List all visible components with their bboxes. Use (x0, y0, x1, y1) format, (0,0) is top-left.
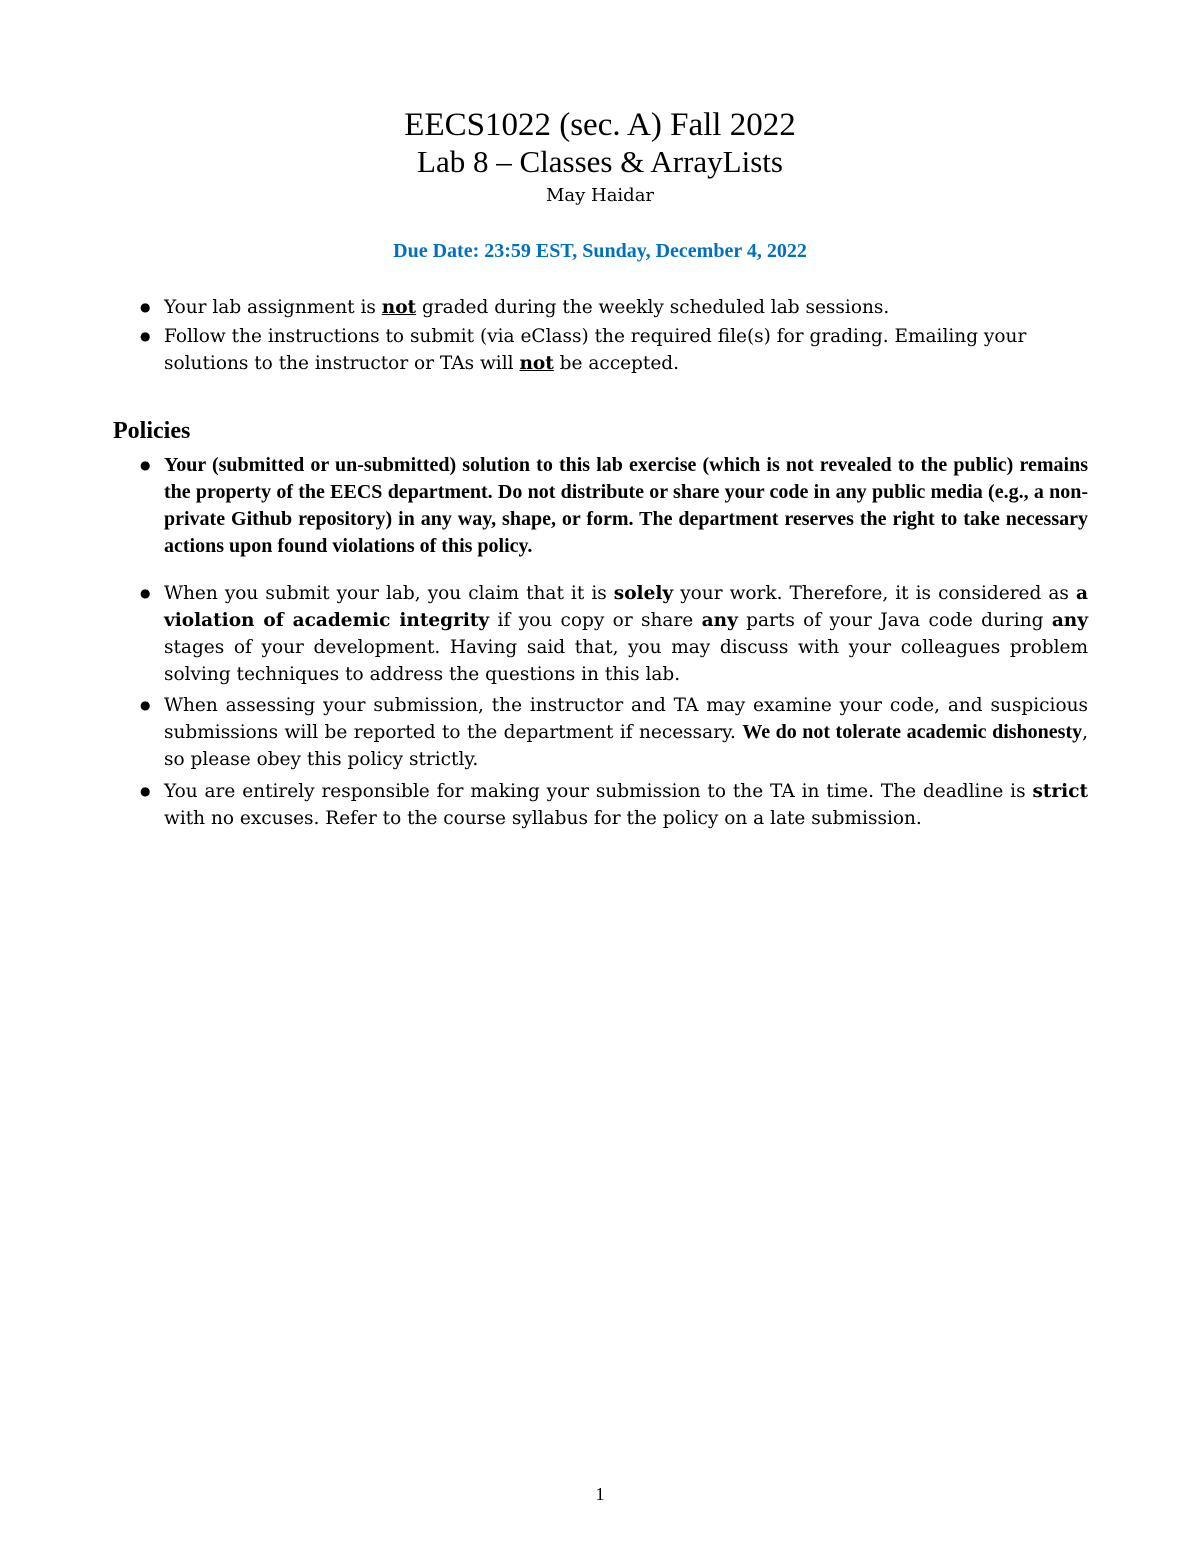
policy-3-bold-1: strict (1032, 781, 1088, 802)
due-date: Due Date: 23:59 EST, Sunday, December 4, 2022 (393, 240, 807, 262)
policy-1-text-4: parts of your Java code during (737, 610, 1052, 631)
policy-1-text-1: When you submit your lab, you claim that it is (164, 583, 614, 604)
policy-bullet-integrity (140, 580, 1088, 688)
policy-2-text-1: When assessing your submission, the instructor and TA may examine your code, and suspicious submissions will be reported to the department if necessary. (164, 695, 1088, 743)
policy-1-bold-1: solely (613, 583, 674, 604)
intro-bullet-2-emphasis: not (519, 353, 554, 374)
policy-1-text-2: your work. Therefore, it is considered as (673, 583, 1076, 604)
bullet-icon: ● (140, 784, 151, 798)
policy-3-text-2: with no excuses. Refer to the course syllabus for the policy on a late submission. (164, 808, 922, 829)
course-title: EECS1022 (sec. A) Fall 2022 (404, 107, 796, 143)
bullet-icon: ● (140, 458, 151, 472)
bullet-icon: ● (140, 329, 151, 343)
policy-bullet-deadline (140, 778, 1088, 832)
policy-property-bullet (140, 452, 1088, 560)
policy-1-bold-4: any (1051, 610, 1088, 631)
author-name: May Haidar (545, 185, 655, 206)
policy-bullet-list (140, 580, 1088, 835)
intro-bullet-1-emphasis: not (381, 297, 417, 318)
bullet-icon: ● (140, 586, 151, 600)
intro-bullet-list (140, 294, 1088, 379)
policy-1-bold-3: any (701, 610, 738, 631)
bullet-icon: ● (140, 698, 151, 712)
policy-1-text-3: if you copy or share (489, 610, 702, 631)
policy-property-list (140, 452, 1088, 560)
page-number: 1 (595, 1484, 605, 1504)
intro-bullet-1-post: graded during the weekly scheduled lab sessions. (416, 297, 890, 318)
policy-1-bold-2: a violation of academic integrity (164, 583, 1088, 631)
policy-property-text: Your (submitted or un-submitted) solution to this lab exercise (which is not revealed to the public) remains the property of the EECS department. Do not distribute or share your code in any public media (e.g., a non-private Github repository) in any way, shape, or form. The department reserves the right to take necessary actions upon found violations of this policy. (164, 454, 1088, 557)
policy-3-text-1: You are entirely responsible for making your submission to the TA in time. The deadline is (164, 781, 1033, 802)
policy-bullet-assessment (140, 692, 1088, 773)
policies-heading: Policies (113, 418, 191, 444)
intro-bullet-graded (140, 294, 1088, 321)
policy-2-bold-1: We do not tolerate academic dishonesty (742, 721, 1083, 743)
lab-title: Lab 8 – Classes & ArrayLists (417, 144, 783, 179)
intro-bullet-1-pre: Your lab assignment is (164, 297, 382, 318)
title-block (0, 106, 1200, 208)
bullet-icon: ● (140, 300, 151, 314)
intro-bullet-submission (140, 323, 1088, 377)
intro-bullet-2-post: be accepted. (553, 353, 679, 374)
intro-bullet-2-pre: Follow the instructions to submit (via eClass) the required file(s) for grading. Emailing your solutions to the instructor or TAs will (164, 326, 1027, 374)
policy-2-text-2: , so please obey this policy strictly. (164, 722, 1088, 770)
policy-1-text-5: stages of your development. Having said that, you may discuss with your colleagues problem solving techniques to address the questions in this lab. (164, 637, 1088, 685)
